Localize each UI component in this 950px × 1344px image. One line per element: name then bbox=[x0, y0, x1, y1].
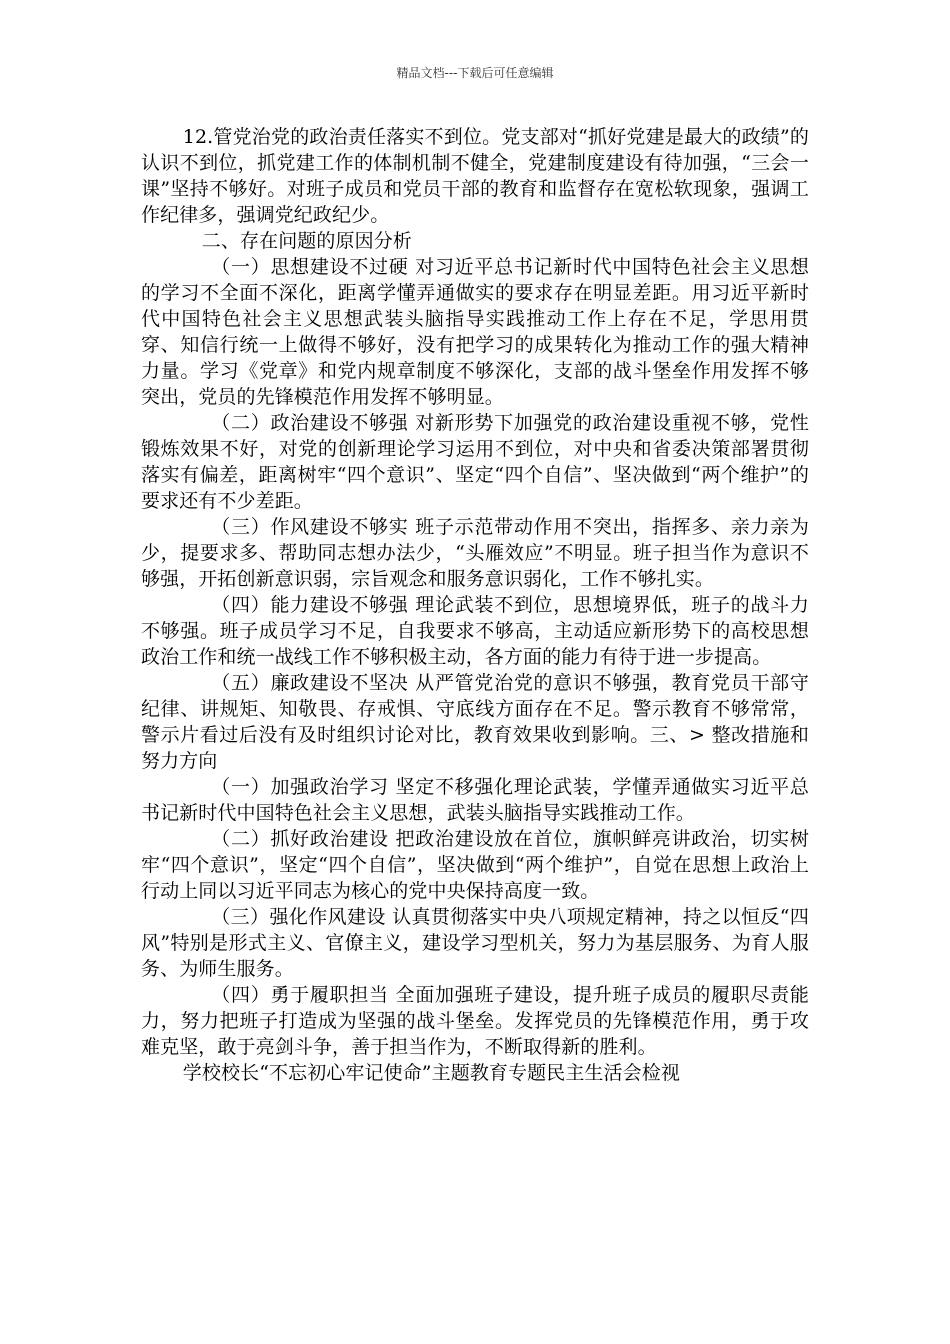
paragraph-politics: （二）政治建设不够强 对新形势下加强党的政治建设重视不够，党性锻炼效果不好，对党的创新理论学习运用不到位，对中央和省委决策部署贯彻落实有偏差，距离树牢“四个意识”、坚定“四个自信”、坚决做到“两个维护”的要求还有不少差距。 bbox=[141, 412, 809, 512]
section-heading-causes: 二、存在问题的原因分析 bbox=[201, 230, 412, 252]
page-header-note: 精品文档---下载后可任意编辑 bbox=[396, 66, 554, 80]
paragraph-capability: （四）能力建设不够强 理论武装不到位，思想境界低，班子的战斗力不够强。班子成员学习不足，自我要求不够高，主动适应新形势下的高校思想政治工作和统一战线工作不够积极主动，各方面的能力有待于进一步提高。 bbox=[141, 594, 809, 668]
paragraph-responsibility: 12.管党治党的政治责任落实不到位。党支部对“抓好党建是最大的政绩”的认识不到位，抓党建工作的体制机制不健全，党建制度建设有待加强，“三会一课”坚持不够好。对班子成员和党员干部的教育和监督存在宽松软现象，强调工作纪律多，强调党纪政纪少。 bbox=[141, 126, 809, 226]
document-body bbox=[141, 124, 809, 1086]
paragraph-work-style: （三）强化作风建设 认真贯彻落实中央八项规定精神，持之以恒反“四风”特别是形式主义、官僚主义，建设学习型机关，努力为基层服务、为育人服务、为师生服务。 bbox=[141, 906, 809, 980]
paragraph-duty: （四）勇于履职担当 全面加强班子建设，提升班子成员的履职尽责能力，努力把班子打造成为坚强的战斗堡垒。发挥党员的先锋模范作用，勇于攻难克坚，敢于亮剑斗争，善于担当作为，不断取得新的胜利。 bbox=[141, 984, 809, 1058]
paragraph-ideology: （一）思想建设不过硬 对习近平总书记新时代中国特色社会主义思想的学习不全面不深化，距离学懂弄通做实的要求存在明显差距。用习近平新时代中国特色社会主义思想武装头脑指导实践推动工作上存在不足，学思用贯穿、知信行统一上做得不够好，没有把学习的成果转化为推动工作的强大精神力量。学习《党章》和党内规章制度不够深化，支部的战斗堡垒作用发挥不够突出，党员的先锋模范作用发挥不够明显。 bbox=[141, 256, 809, 408]
paragraph-style: （三）作风建设不够实 班子示范带动作用不突出，指挥多、亲力亲为少，提要求多、帮助同志想办法少，“头雁效应”不明显。班子担当作为意识不够强，开拓创新意识弱，宗旨观念和服务意识弱化，工作不够扎实。 bbox=[141, 516, 809, 590]
paragraph-political-building: （二）抓好政治建设 把政治建设放在首位，旗帜鲜亮讲政治，切实树牢“四个意识”，坚定“四个自信”，坚决做到“两个维护”，自觉在思想上政治上行动上同以习近平同志为核心的党中央保持高度一致。 bbox=[141, 828, 809, 902]
paragraph-study: （一）加强政治学习 坚定不移强化理论武装，学懂弄通做实习近平总书记新时代中国特色社会主义思想，武装头脑指导实践推动工作。 bbox=[141, 776, 809, 824]
paragraph-closing-title: 学校校长“不忘初心牢记使命”主题教育专题民主生活会检视 bbox=[182, 1062, 680, 1084]
paragraph-integrity: （五）廉政建设不坚决 从严管党治党的意识不够强，教育党员干部守纪律、讲规矩、知敬畏、存戒惧、守底线方面存在不足。警示教育不够常常，警示片看过后没有及时组织讨论对比，教育效果收到影响。三、> 整改措施和努力方向 bbox=[141, 672, 809, 772]
